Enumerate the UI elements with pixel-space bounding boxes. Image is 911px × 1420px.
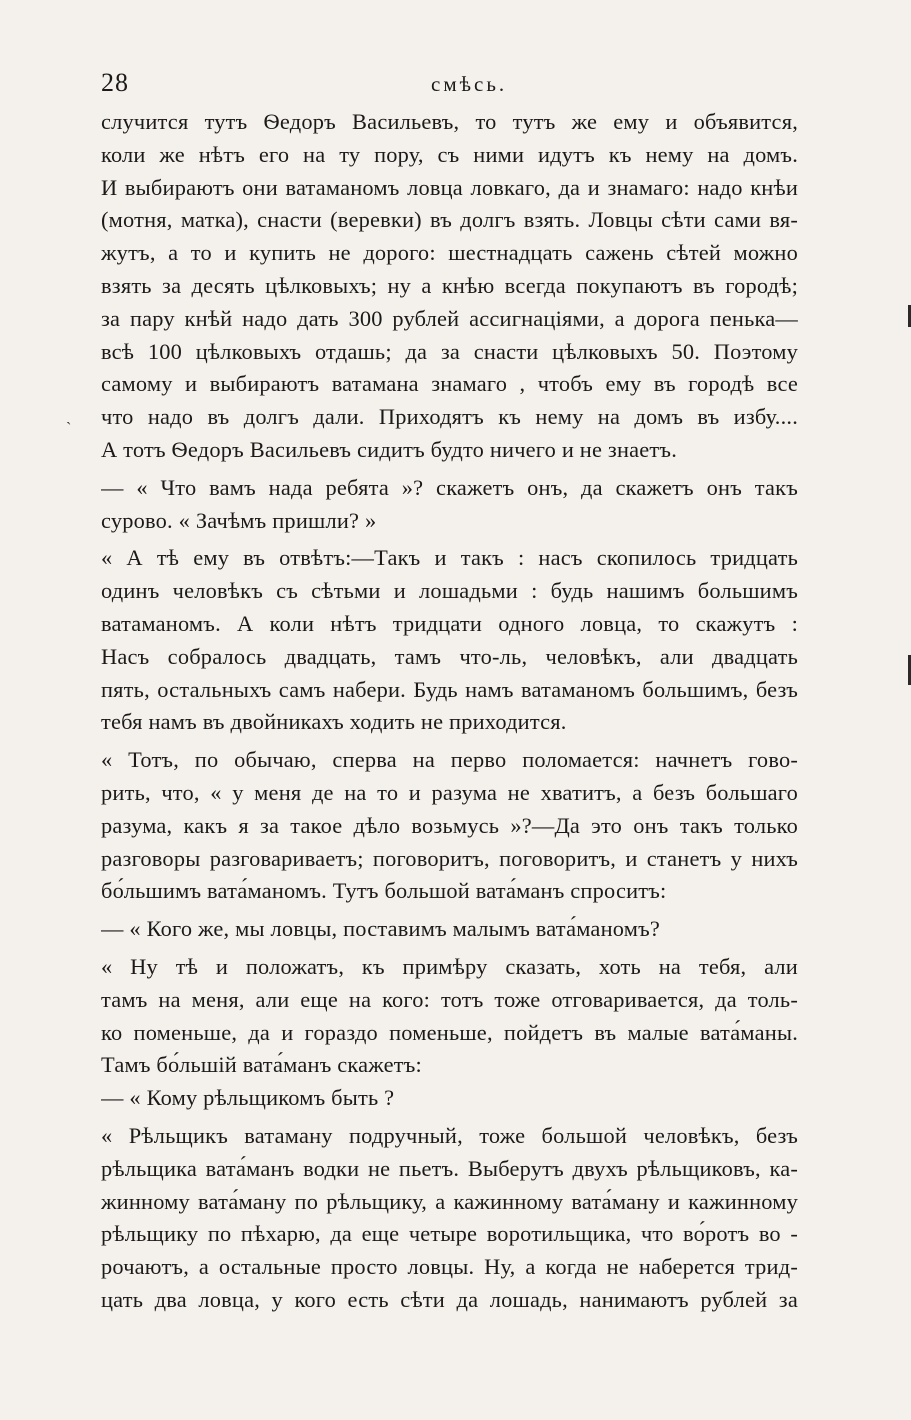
text-line: самому и выбираютъ ватамана знамаго , чтобъ ему въ городѣ все (101, 371, 798, 397)
text-line: сурово. « Зачѣмъ пришли? » (101, 507, 377, 533)
text-line: Тамъ бо́льшій вата́манъ скажетъ: (101, 1052, 422, 1078)
margin-mark: ˋ (66, 420, 72, 437)
text-line: рѣльщику по пѣхарю, да еще четыре воротильщика, что во́ротъ во - (101, 1221, 798, 1247)
text-line: пять, остальныхъ самъ набери. Будь намъ ватаманомъ большимъ, безъ (101, 676, 798, 702)
text-line: тамъ на меня, али еще на кого: тотъ тоже отговаривается, да толь- (101, 986, 798, 1012)
text-line: ко поменьше, да и гораздо поменьше, пойдетъ въ малые вата́маны. (101, 1019, 798, 1045)
text-line: — « Кому рѣльщикомъ быть ? (101, 1085, 395, 1111)
text-line: разговоры разговариваетъ; поговоритъ, поговоритъ, и станетъ у нихъ (101, 845, 798, 871)
text-line: за пару кнѣй надо дать 300 рублей ассигнаціями, а дорога пенька— (101, 305, 798, 331)
text-line: коли же нѣтъ его на ту пору, съ ними идутъ къ нему на домъ. (101, 141, 798, 167)
page-header (101, 68, 801, 104)
text-line: случится тутъ Ѳедоръ Васильевъ, то тутъ же ему и объявится, (101, 109, 798, 134)
body-text (101, 106, 798, 1317)
text-line: рить, что, « у меня де на то и разума не хватитъ, а безъ большаго (101, 779, 798, 805)
text-line: разума, какъ я за такое дѣло возьмусь »?—Да это онъ такъ только (101, 812, 798, 838)
running-head: смѣсь. (431, 72, 508, 96)
text-line: рѣльщика вата́манъ водки не пьетъ. Выберутъ двухъ рѣльщиковъ, ка- (101, 1155, 798, 1181)
page-number: 28 (101, 68, 129, 97)
text-line: « Тотъ, по обычаю, сперва на перво поломается: начнетъ гово- (101, 747, 798, 773)
text-line: жинному вата́ману по рѣльщику, а кажинному вата́ману и кажинному (101, 1188, 798, 1214)
text-line: жутъ, а то и купить не дорого: шестнадцать сажень сѣтей можно (101, 240, 798, 266)
text-line: — « Что вамъ нада ребята »? скажетъ онъ, да скажетъ онъ такъ (101, 474, 798, 500)
text-line: тебя намъ въ двойникахъ ходить не приходится. (101, 709, 567, 735)
text-line: бо́льшимъ вата́маномъ. Тутъ большой вата́манъ спроситъ: (101, 878, 667, 904)
text-line: ватаманомъ. А коли нѣтъ тридцати одного ловца, то скажутъ : (101, 610, 798, 636)
text-line: « А тѣ ему въ отвѣтъ:—Такъ и такъ : насъ скопилось тридцать (101, 545, 798, 571)
text-line: (мотня, матка), снасти (веревки) въ долгъ взять. Ловцы сѣти сами вя- (101, 207, 798, 233)
text-line: взять за десять цѣлковыхъ; ну а кнѣю всегда покупаютъ въ городѣ; (101, 272, 798, 298)
text-line: И выбираютъ они ватаманомъ ловца ловкаго, да и знамаго: надо кнѣи (101, 174, 798, 200)
text-line: — « Кого же, мы ловцы, поставимъ малымъ вата́маномъ? (101, 916, 660, 942)
text-line: всѣ 100 цѣлковыхъ отдашь; да за снасти цѣлковыхъ 50. Поэтому (101, 338, 798, 364)
text-line: « Рѣльщикъ ватаману подручный, тоже большой человѣкъ, безъ (101, 1122, 798, 1148)
text-line: Насъ собралось двадцать, тамъ что-ль, человѣкъ, али двадцать (101, 643, 798, 669)
text-line: цать два ловца, у кого есть сѣти да лошадь, нанимаютъ рублей за (101, 1286, 798, 1312)
text-line: рочаютъ, а остальные просто ловцы. Ну, а когда не наберется трид- (101, 1254, 798, 1280)
text-line: « Ну тѣ и положатъ, къ примѣру сказать, хоть на тебя, али (101, 953, 798, 979)
text-line: А тотъ Ѳедоръ Васильевъ сидитъ будто ничего и не знаетъ. (101, 436, 677, 462)
text-line: что надо въ долгъ дали. Приходятъ къ нему на домъ въ избу.... (101, 404, 798, 430)
text-line: одинъ человѣкъ съ сѣтьми и лошадьми : будь нашимъ большимъ (101, 578, 798, 604)
